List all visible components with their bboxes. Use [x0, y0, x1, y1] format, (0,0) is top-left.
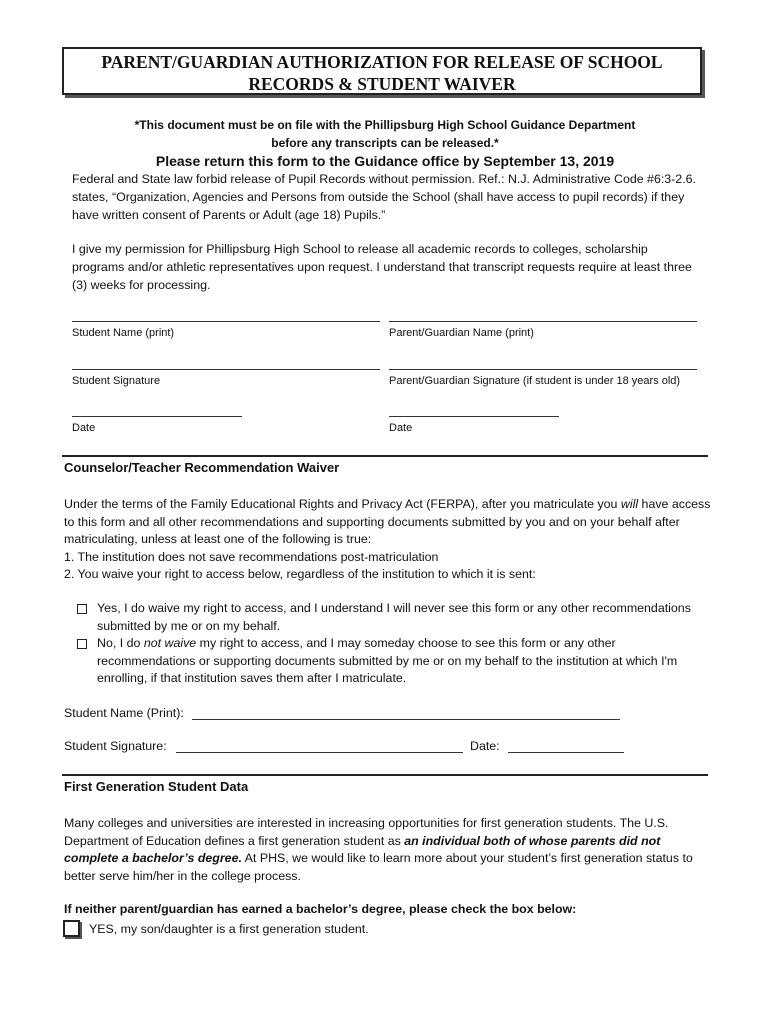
waiver-date-label: Date: [470, 739, 500, 753]
student-signature-line[interactable] [72, 369, 380, 370]
waiver-student-signature-line[interactable] [176, 752, 463, 753]
parent-name-label: Parent/Guardian Name (print) [389, 327, 534, 339]
waiver-intro-a: Under the terms of the Family Educational Rights and Privacy Act (FERPA), after you matriculate you [64, 497, 621, 511]
student-name-label: Student Name (print) [72, 327, 175, 339]
student-signature-label: Student Signature [72, 375, 161, 387]
first-gen-instruction: If neither parent/guardian has earned a bachelor’s degree, please check the box below: [64, 902, 577, 916]
waiver-student-name-line[interactable] [192, 719, 620, 720]
parent-signature-label: Parent/Guardian Signature (if student is under 18 years old) [389, 375, 681, 387]
first-gen-paragraph [64, 815, 709, 885]
first-gen-text-a: Many colleges and universities are interested in increasing opportunities for first generation students. The U.S. Department of Education defines a first generation student as [64, 816, 669, 848]
permission-paragraph: I give my permission for Phillipsburg High School to release all academic records to colleges, scholarship programs and/or athletic representatives upon request. I understand that transcript requests require at least three (3) weeks for processing. [72, 242, 692, 292]
waiver-item-1: 1. The institution does not save recommendations post-matriculation [64, 550, 439, 564]
student-name-line[interactable] [72, 321, 380, 322]
section-divider-first-gen [62, 774, 708, 776]
waiver-student-name-label: Student Name (Print): [64, 706, 184, 720]
waiver-intro [64, 496, 714, 549]
waive-yes-checkbox[interactable] [77, 604, 87, 614]
waive-no-label [97, 635, 717, 688]
section-divider-waiver [62, 455, 708, 457]
date-left-line[interactable] [72, 416, 242, 417]
waiver-student-signature-label: Student Signature: [64, 739, 167, 753]
first-gen-option-label: YES, my son/daughter is a first generation student. [89, 922, 369, 936]
waiver-intro-will: will [620, 497, 639, 511]
law-paragraph: Federal and State law forbid release of Pupil Records without permission. Ref.: N.J. Administrative Code #6:3-2.6. states, “Organization, Agencies and Persons from outside the School (shall have access to pupil records) if they have written consent of Parents or Adult (age 18) Pupils.” [72, 172, 696, 222]
date-right-label: Date [389, 422, 413, 434]
return-deadline: Please return this form to the Guidance office by September 13, 2019 [155, 153, 615, 169]
title-line-2: RECORDS & STUDENT WAIVER [248, 74, 516, 94]
waive-no-checkbox[interactable] [77, 639, 87, 649]
waive-yes-label: Yes, I do waive my right to access, and I understand I will never see this form or any other recommendations submitted by me or on my behalf. [97, 601, 691, 633]
notice-line-2: before any transcripts can be released.* [271, 136, 499, 150]
first-gen-definition: an individual both of whose parents did not complete a bachelor’s degree. [64, 833, 661, 865]
waiver-intro-b: have access to this form and all other recommendations and supporting documents submitted by you and on your behalf after matriculating, unless at least one of the following is true: [64, 497, 711, 546]
parent-name-line[interactable] [389, 321, 697, 322]
first-gen-title: First Generation Student Data [64, 779, 249, 794]
notice-line-1: *This document must be on file with the Phillipsburg High School Guidance Department [134, 118, 636, 132]
first-gen-checkbox[interactable] [63, 920, 80, 937]
waive-no-a: No, I do [97, 636, 144, 650]
title-line-1: PARENT/GUARDIAN AUTHORIZATION FOR RELEASE OF SCHOOL [101, 52, 663, 72]
date-left-label: Date [72, 422, 96, 434]
parent-signature-line[interactable] [389, 369, 697, 370]
waive-no-em: not waive [143, 636, 197, 650]
waiver-item-2: 2. You waive your right to access below, regardless of the institution to which it is sent: [64, 567, 536, 581]
document-title [62, 47, 702, 95]
waiver-date-line[interactable] [508, 752, 624, 753]
first-gen-text-b: At PHS, we would like to learn more about your student’s first generation status to better serve him/her in the college process. [64, 851, 693, 883]
date-right-line[interactable] [389, 416, 559, 417]
waiver-title: Counselor/Teacher Recommendation Waiver [64, 460, 340, 475]
waive-no-b: my right to access, and I may someday choose to see this form or any other recommendations or supporting documents submitted by me or on my behalf to the institution at which I'm enrolling, if that institution saves them after I matriculate. [97, 636, 678, 685]
